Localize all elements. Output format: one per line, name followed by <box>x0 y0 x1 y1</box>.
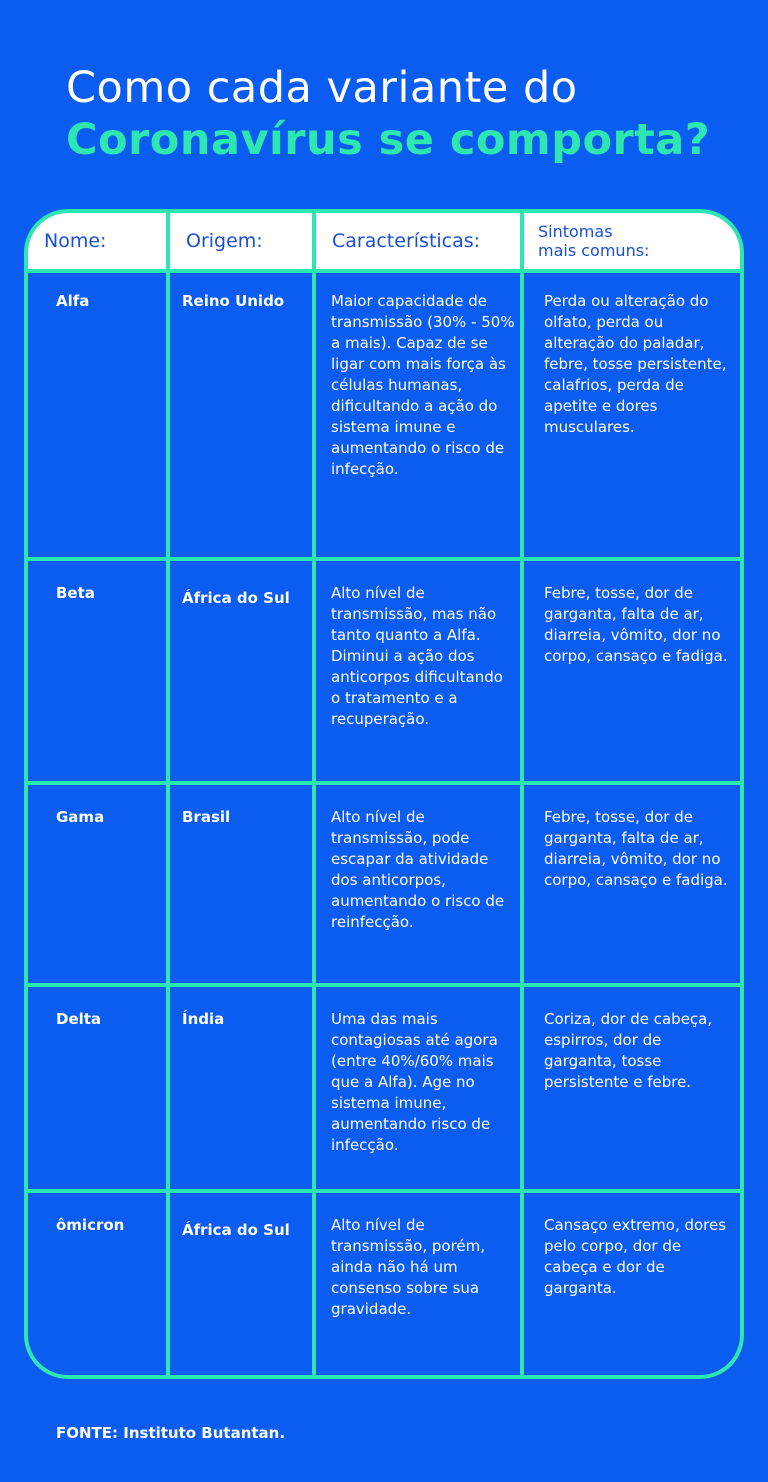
variant-origin: África do Sul <box>182 1221 290 1239</box>
table-row <box>28 561 740 785</box>
column-divider <box>166 213 170 1379</box>
table-header <box>28 213 740 273</box>
variant-name: Alfa <box>56 292 90 310</box>
header-name: Nome: <box>44 230 107 252</box>
table-row <box>28 987 740 1193</box>
table-row <box>28 785 740 987</box>
variant-characteristics: Maior capacidade de transmissão (30% - 50% a mais). Capaz de se ligar com mais força às células humanas, dificultando a ação do sistema imune e aumentando o risco de infecção. <box>331 292 515 478</box>
variant-symptoms: Febre, tosse, dor de garganta, falta de ar, diarreia, vômito, dor no corpo, cansaço e fadiga. <box>544 584 728 665</box>
variant-origin: África do Sul <box>182 589 290 607</box>
header-characteristics: Características: <box>332 230 481 252</box>
title-line-1: Como cada variante do <box>66 63 578 113</box>
variant-name: Delta <box>56 1010 102 1028</box>
variant-characteristics: Alto nível de transmissão, pode escapar da atividade dos anticorpos, aumentando o risco de reinfecção. <box>331 808 505 931</box>
variant-name: Beta <box>56 584 95 602</box>
column-divider <box>312 213 316 1379</box>
variant-origin: Brasil <box>182 808 231 826</box>
source-credit: FONTE: Instituto Butantan. <box>56 1424 286 1442</box>
variants-table <box>24 209 744 1379</box>
variant-symptoms: Cansaço extremo, dores pelo corpo, dor de cabeça e dor de garganta. <box>544 1216 727 1297</box>
header-symptoms-line-1: Sintomas <box>538 222 613 241</box>
table-row <box>28 269 740 561</box>
variant-symptoms: Febre, tosse, dor de garganta, falta de ar, diarreia, vômito, dor no corpo, cansaço e fadiga. <box>544 808 728 889</box>
variant-name: ômicron <box>56 1216 125 1234</box>
header-origin: Origem: <box>186 230 263 252</box>
table-row <box>28 1193 740 1379</box>
title-line-2: Coronavírus se comporta? <box>66 115 711 165</box>
variant-characteristics: Alto nível de transmissão, porém, ainda não há um consenso sobre sua gravidade. <box>331 1216 486 1318</box>
variant-name: Gama <box>56 808 105 826</box>
column-divider <box>520 213 524 1379</box>
page-title <box>66 62 746 166</box>
header-symptoms <box>524 213 740 269</box>
variant-characteristics: Alto nível de transmissão, mas não tanto quanto a Alfa. Diminui a ação dos anticorpos dificultando o tratamento e a recuperação. <box>331 584 503 728</box>
variant-characteristics: Uma das mais contagiosas até agora (entre 40%/60% mais que a Alfa). Age no sistema imune, aumentando risco de infecção. <box>331 1010 498 1154</box>
variant-symptoms: Perda ou alteração do olfato, perda ou alteração do paladar, febre, tosse persistente, calafrios, perda de apetite e dores musculares. <box>544 292 727 436</box>
variant-origin: Reino Unido <box>182 292 285 310</box>
header-symptoms-line-2: mais comuns: <box>538 241 650 260</box>
variant-origin: Índia <box>182 1010 225 1028</box>
variant-symptoms: Coriza, dor de cabeça, espirros, dor de garganta, tosse persistente e febre. <box>544 1010 713 1091</box>
